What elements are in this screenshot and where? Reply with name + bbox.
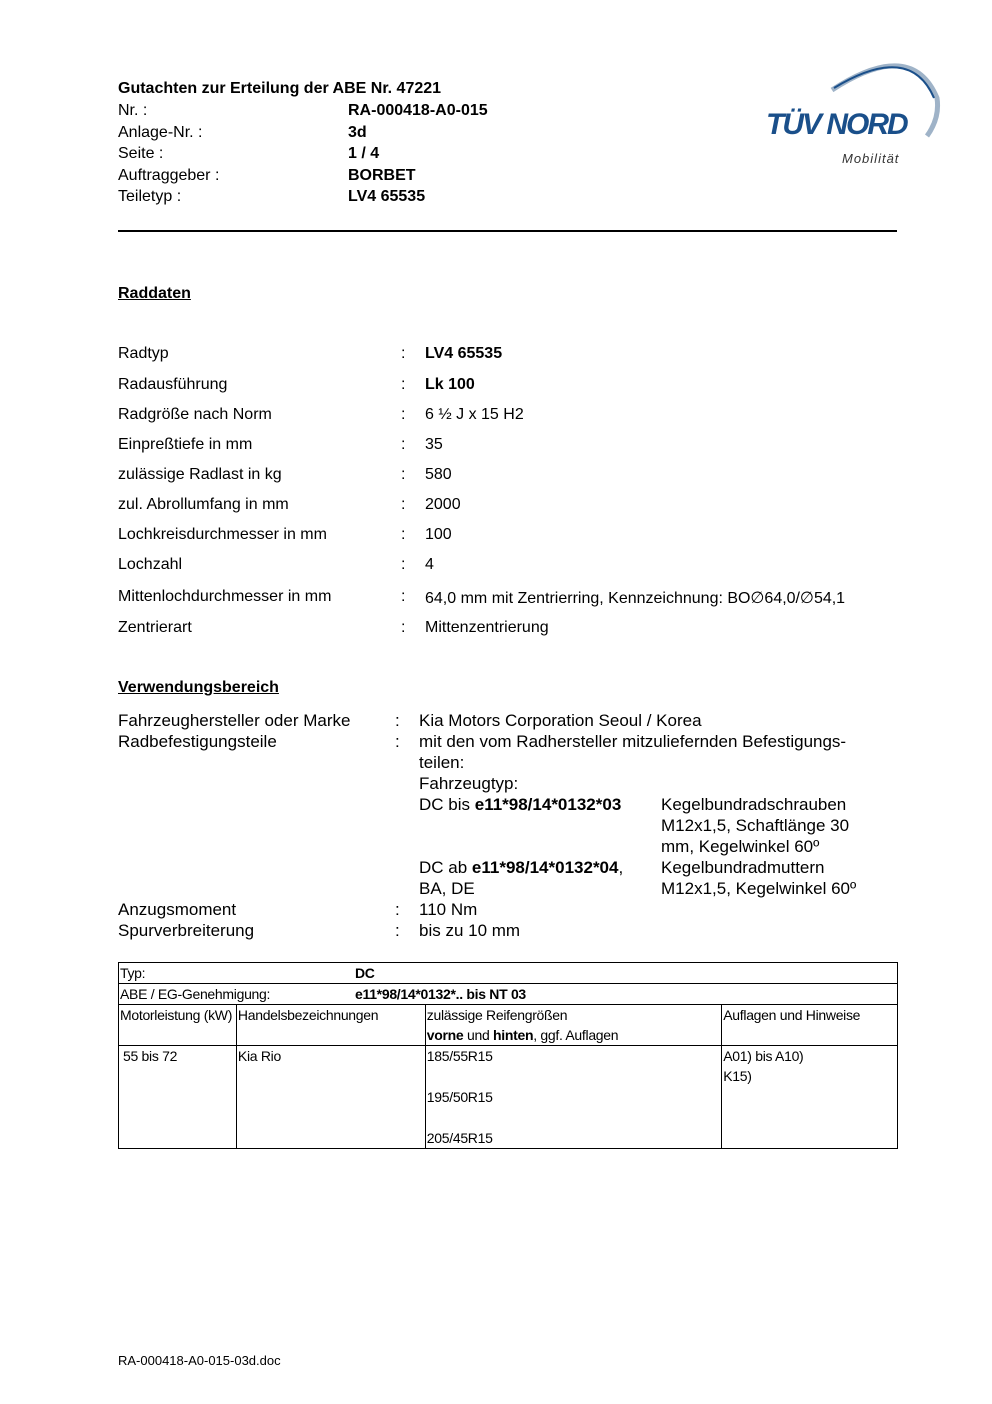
col-header-reifengroessen [425, 1005, 721, 1046]
table-row [119, 1046, 898, 1149]
row-label: Lochzahl [118, 556, 183, 573]
dc-ab-desc1: Kegelbundradmuttern [661, 858, 825, 877]
col-header-hinweise: Auflagen und Hinweise [722, 1005, 898, 1046]
cell-hinweise [722, 1046, 898, 1149]
row-value: LV4 65535 [425, 345, 503, 362]
row-label: zulässige Radlast in kg [118, 466, 282, 483]
dc-ab [419, 857, 623, 878]
col3-hinten: hinten [493, 1027, 534, 1043]
abe-label: ABE / EG-Genehmigung: [120, 986, 271, 1002]
dc-bis-desc3: mm, Kegelwinkel 60º [661, 837, 820, 856]
raddaten-row-radtyp [118, 345, 918, 367]
anzug-colon: : [395, 900, 400, 919]
dc-bis-desc1: Kegelbundradschrauben [661, 795, 847, 814]
raddaten-row-lochzahl [118, 556, 918, 578]
logo-sub: Mobilität [842, 151, 900, 166]
abe-value: e11*98/14*0132*.. bis NT 03 [355, 986, 526, 1002]
cell-tyres [425, 1046, 721, 1149]
header-label: Teiletyp : [118, 188, 182, 205]
befestigung-label: Radbefestigungsteile [118, 732, 277, 751]
row-value: 2000 [425, 496, 461, 513]
raddaten-row-abrollumfang [118, 496, 918, 518]
row-label: Radtyp [118, 345, 169, 362]
row-label: zul. Abrollumfang in mm [118, 496, 289, 513]
hinweis: A01) bis A10) [723, 1048, 804, 1064]
raddaten-row-ausfuehrung [118, 376, 918, 398]
row-label: Mittenlochdurchmesser in mm [118, 588, 332, 605]
document-title: Gutachten zur Erteilung der ABE Nr. 47221 [118, 80, 442, 97]
footer-filename: RA-000418-A0-015-03d.doc [118, 1353, 281, 1368]
row-colon: : [401, 466, 406, 483]
tyre-size: 185/55R15 [426, 1048, 493, 1064]
header-label: Anlage-Nr. : [118, 124, 203, 141]
header-value: 1 / 4 [348, 145, 380, 162]
col-header-handelsbezeichnungen: Handelsbezeichnungen [236, 1005, 425, 1046]
row-colon: : [401, 496, 406, 513]
header-value: LV4 65535 [348, 188, 426, 205]
col3-und: und [463, 1027, 494, 1043]
row-value: 6 ½ J x 15 H2 [425, 406, 524, 423]
row-label: Zentrierart [118, 619, 192, 636]
row-value: 580 [425, 466, 452, 483]
header-label: Auftraggeber : [118, 167, 220, 184]
row-colon: : [401, 556, 406, 573]
table-row-typ [119, 963, 898, 984]
row-colon: : [401, 436, 406, 453]
section-verwendung-heading: Verwendungsbereich [118, 679, 279, 696]
spur-label: Spurverbreiterung [118, 921, 255, 940]
row-colon: : [401, 526, 406, 543]
row-colon: : [401, 406, 406, 423]
col3-auflagen: , ggf. Auflagen [533, 1027, 619, 1043]
row-label: Lochkreisdurchmesser in mm [118, 526, 327, 543]
dc-bis-desc2: M12x1,5, Schaftlänge 30 [661, 816, 850, 835]
typ-cell [119, 963, 898, 984]
row-value: Lk 100 [425, 376, 475, 393]
table-header-row [119, 1005, 898, 1046]
raddaten-row-radlast [118, 466, 918, 488]
dc-ab-line2: BA, DE [419, 879, 475, 898]
befestigung-line2: teilen: [419, 753, 465, 772]
header-value: BORBET [348, 167, 416, 184]
row-colon: : [401, 376, 406, 393]
spur-value: bis zu 10 mm [419, 921, 521, 940]
hersteller-label: Fahrzeughersteller oder Marke [118, 711, 351, 730]
row-value: 64,0 mm mit Zentrierring, Kennzeichnung: BO∅64,0/∅54,1 [425, 590, 846, 607]
dc-ab-suffix: , [618, 858, 624, 877]
cell-name: Kia Rio [236, 1046, 425, 1149]
table-row-abe [119, 984, 898, 1005]
row-colon: : [401, 619, 406, 636]
row-label: Radausführung [118, 376, 228, 393]
col3-line2 [427, 1025, 721, 1045]
approval-table [118, 962, 898, 1149]
row-value: 100 [425, 526, 452, 543]
col3-vorne: vorne [426, 1027, 464, 1043]
spur-colon: : [395, 921, 400, 940]
row-label: Radgröße nach Norm [118, 406, 272, 423]
tyre-size: 205/45R15 [426, 1130, 493, 1146]
dc-bis-prefix: DC bis [419, 795, 475, 814]
dc-ab-code: e11*98/14*0132*04 [471, 858, 619, 877]
befestigung-line1: mit den vom Radhersteller mitzuliefernden Befestigungs- [419, 732, 847, 751]
anzug-label: Anzugsmoment [118, 900, 237, 919]
typ-label: Typ: [120, 965, 146, 981]
anzug-value: 110 Nm [419, 900, 478, 919]
hersteller-value: Kia Motors Corporation Seoul / Korea [419, 711, 702, 730]
raddaten-row-mittenloch [118, 588, 918, 610]
tyre-size: 195/50R15 [426, 1089, 493, 1105]
row-colon: : [401, 345, 406, 362]
befestigung-colon: : [395, 732, 400, 751]
hersteller-colon: : [395, 711, 400, 730]
col-header-leistung: Motorleistung (kW) [119, 1005, 237, 1046]
row-value: Mittenzentrierung [425, 619, 549, 636]
dc-ab-prefix: DC ab [419, 858, 472, 877]
raddaten-row-groesse [118, 406, 918, 428]
dc-bis-code: e11*98/14*0132*03 [474, 795, 622, 814]
dc-ab-desc2: M12x1,5, Kegelwinkel 60º [661, 879, 857, 898]
row-value: 35 [425, 436, 443, 453]
raddaten-row-zentrierart [118, 619, 918, 641]
raddaten-row-einpresstiefe [118, 436, 918, 458]
row-label: Einpreßtiefe in mm [118, 436, 253, 453]
col3-line1: zulässige Reifengrößen [426, 1007, 568, 1023]
abe-cell [119, 984, 898, 1005]
logo-brand: TÜV NORD [766, 108, 907, 141]
fahrzeugtyp-label: Fahrzeugtyp: [419, 774, 519, 793]
row-value: 4 [425, 556, 434, 573]
raddaten-row-lochkreis [118, 526, 918, 548]
header-divider [118, 230, 897, 232]
hinweis: K15) [723, 1068, 752, 1084]
section-raddaten-heading: Raddaten [118, 285, 191, 302]
header-value: 3d [348, 124, 367, 141]
row-colon: : [401, 588, 406, 605]
header-label: Nr. : [118, 102, 148, 119]
dc-bis [419, 794, 621, 815]
cell-leistung: 55 bis 72 [119, 1046, 237, 1149]
header-value: RA-000418-A0-015 [348, 102, 488, 119]
tuv-nord-logo [762, 58, 942, 173]
typ-value: DC [355, 965, 375, 981]
header-label: Seite : [118, 145, 164, 162]
